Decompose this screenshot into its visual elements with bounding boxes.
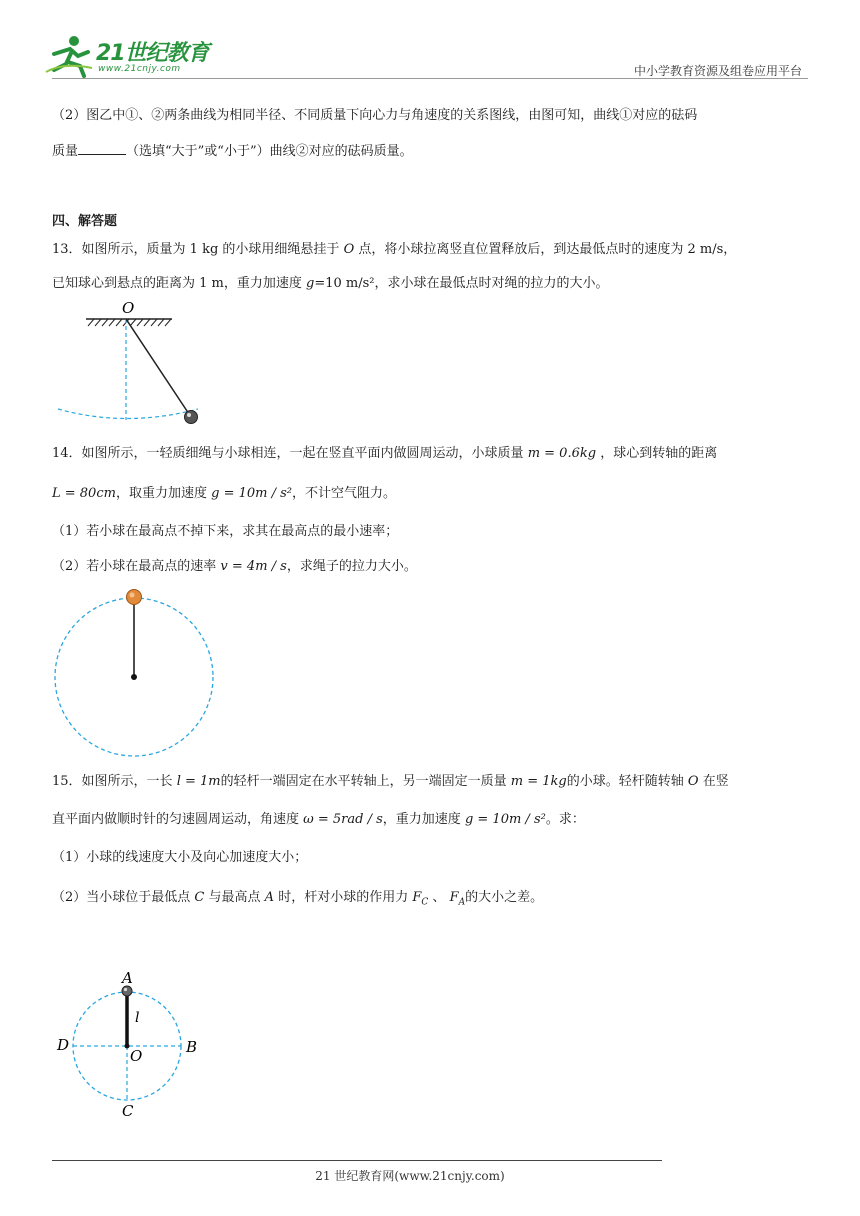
text: 在竖	[702, 774, 729, 789]
text: ，取重力加速度	[115, 486, 207, 501]
text: 。求：	[545, 812, 585, 827]
swing-arc	[58, 409, 198, 419]
length-value: L = 80cm	[52, 486, 116, 501]
ball-highlight	[130, 593, 135, 598]
axis-point	[125, 1044, 130, 1049]
ball	[127, 590, 142, 605]
header-platform-text: 中小学教育资源及组卷应用平台	[633, 64, 802, 78]
length-value: l = 1m	[176, 774, 221, 789]
logo-text: 21世纪教育	[96, 41, 209, 66]
section-title: 四、解答题	[52, 214, 118, 229]
q14-sub2	[52, 557, 417, 577]
omega-value: ω = 5rad / s	[303, 812, 383, 827]
gravity-value: g = 10m / s²	[211, 486, 292, 501]
text: 的小球。轻杆随转轴	[566, 774, 684, 789]
ball	[122, 986, 132, 996]
text: 14．如图所示，一轻质细绳与小球相连，一起在竖直平面内做圆周运动，小球质量	[52, 446, 524, 461]
mass-value: m = 1kg	[510, 774, 567, 789]
text: =10 m/s²，求小球在最低点时对绳的拉力的大小。	[314, 276, 609, 291]
force-fc-subscript: C	[421, 897, 429, 908]
label-a: A	[122, 969, 133, 987]
text: 的大小之差。	[465, 890, 544, 905]
rope	[126, 319, 189, 414]
label-l: l	[135, 1010, 140, 1026]
text: （选填“大于”或“小于”）曲线②对应的砝码质量。	[126, 144, 413, 159]
ball	[185, 411, 198, 424]
q13-line2	[52, 274, 609, 294]
logo	[44, 32, 234, 78]
q15-sub2	[52, 888, 543, 913]
q14-circle-figure	[50, 586, 220, 758]
label-o: O	[130, 1047, 143, 1065]
text: （2）若小球在最高点的速率	[52, 559, 217, 574]
q12-part2-line2	[52, 142, 413, 162]
ball-highlight	[187, 413, 191, 417]
var-o: O	[687, 774, 699, 789]
text: 时，杆对小球的作用力	[278, 890, 409, 905]
q13-line1	[52, 240, 736, 260]
q14-line2	[52, 484, 396, 504]
q12-part2-line1: （2）图乙中①、②两条曲线为相同半径、不同质量下向心力与角速度的关系图线，由图可知，曲线①对应的砝码	[52, 108, 698, 123]
q15-rod-figure	[50, 966, 220, 1122]
text: ，求绳子的拉力大小。	[286, 559, 417, 574]
ball-highlight	[124, 988, 127, 991]
axis-point	[131, 674, 137, 680]
mass-value: m = 0.6kg	[527, 446, 597, 461]
text: 直平面内做顺时针的匀速圆周运动，角速度	[52, 812, 300, 827]
var-c: C	[194, 890, 205, 905]
header-divider	[52, 78, 808, 79]
text: （2）当小球位于最低点	[52, 890, 191, 905]
text: 已知球心到悬点的距离为 1 m，重力加速度	[52, 276, 302, 291]
text: 质量	[52, 144, 79, 159]
force-fc: F	[412, 890, 422, 905]
logo-url: www.21cnjy.com	[98, 64, 181, 74]
text: 点，将小球拉离竖直位置释放后，到达最低点时的速度为 2 m/s，	[358, 242, 737, 257]
text: 的轻杆一端固定在水平转轴上，另一端固定一质量	[220, 774, 507, 789]
answer-blank[interactable]	[78, 142, 126, 155]
force-fa-subscript: A	[458, 897, 466, 908]
speed-value: v = 4m / s	[220, 559, 287, 574]
q15-sub1: （1）小球的线速度大小及向心加速度大小；	[52, 850, 308, 865]
label-b: B	[186, 1038, 198, 1056]
q14-sub1: （1）若小球在最高点不掉下来，求其在最高点的最小速率；	[52, 524, 399, 539]
footer-text: 21 世纪教育网(www.21cnjy.com)	[315, 1169, 505, 1183]
q15-line2	[52, 810, 585, 830]
runner-logo-icon	[44, 32, 96, 78]
force-fa: F	[449, 890, 459, 905]
var-o: O	[343, 242, 355, 257]
q14-line1	[52, 444, 717, 464]
label-c: C	[122, 1102, 134, 1120]
label-d: D	[57, 1036, 70, 1054]
var-g: g	[306, 276, 315, 291]
q15-line1	[52, 772, 729, 792]
text: 13．如图所示，质量为 1 kg 的小球用细绳悬挂于	[52, 242, 340, 257]
footer-divider	[52, 1160, 662, 1161]
text: 、	[432, 890, 446, 905]
q13-pendulum-figure	[50, 296, 230, 426]
var-a: A	[264, 890, 275, 905]
text: ，重力加速度	[382, 812, 461, 827]
text: ，球心到转轴的距离	[600, 446, 718, 461]
label-o: O	[122, 299, 135, 317]
text: ，不计空气阻力。	[292, 486, 397, 501]
text: 15．如图所示，一长	[52, 774, 173, 789]
text: 与最高点	[208, 890, 261, 905]
gravity-value: g = 10m / s²	[464, 812, 546, 827]
